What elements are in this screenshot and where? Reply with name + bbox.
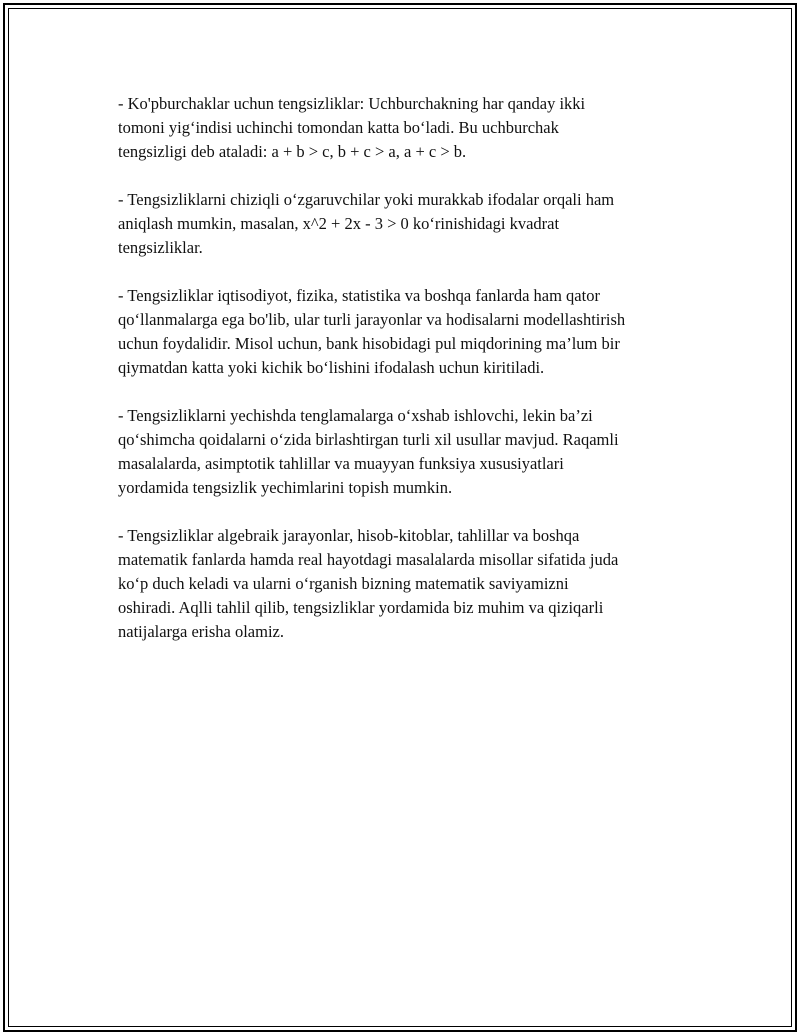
document-body (118, 92, 698, 668)
text-line: uchun foydalidir. Misol uchun, bank hisobidagi pul miqdorining ma’lum bir (118, 334, 620, 353)
text-line: natijalarga erisha olamiz. (118, 622, 284, 641)
text-line: - Tengsizliklarni chiziqli o‘zgaruvchilar yoki murakkab ifodalar orqali ham (118, 190, 615, 209)
text-line: tengsizliklar. (118, 238, 203, 257)
paragraph-nonlinear-inequalities (118, 188, 698, 260)
text-line: ko‘p duch keladi va ularni o‘rganish bizning matematik saviyamizni (118, 574, 569, 593)
text-line: matematik fanlarda hamda real hayotdagi masalalarda misollar sifatida juda (118, 550, 619, 569)
text-line: tengsizligi deb ataladi: a + b > c, b + c > a, a + c > b. (118, 142, 467, 161)
text-line: yordamida tengsizlik yechimlarini topish mumkin. (118, 478, 453, 497)
text-line: tomoni yig‘indisi uchinchi tomondan katta bo‘ladi. Bu uchburchak (118, 118, 559, 137)
text-line: - Tengsizliklar algebraik jarayonlar, hisob-kitoblar, tahlillar va boshqa (118, 526, 580, 545)
text-line: - Tengsizliklarni yechishda tenglamalarga o‘xshab ishlovchi, lekin ba’zi (118, 406, 593, 425)
text-line: qo‘shimcha qoidalarni o‘zida birlashtirgan turli xil usullar mavjud. Raqamli (118, 430, 619, 449)
text-line: aniqlash mumkin, masalan, x^2 + 2x - 3 > 0 ko‘rinishidagi kvadrat (118, 214, 560, 233)
text-line: masalalarda, asimptotik tahlillar va muayyan funksiya xususiyatlari (118, 454, 564, 473)
paragraph-solving-methods (118, 404, 698, 500)
text-line: - Ko'pburchaklar uchun tengsizliklar: Uchburchakning har qanday ikki (118, 94, 586, 113)
text-line: oshiradi. Aqlli tahlil qilib, tengsizliklar yordamida biz muhim va qiziqarli (118, 598, 604, 617)
text-line: - Tengsizliklar iqtisodiyot, fizika, statistika va boshqa fanlarda ham qator (118, 286, 600, 305)
text-line: qiymatdan katta yoki kichik bo‘lishini ifodalash uchun kiritiladi. (118, 358, 545, 377)
paragraph-conclusion (118, 524, 698, 644)
paragraph-polygon-inequalities (118, 92, 698, 164)
text-line: qo‘llanmalarga ega bo'lib, ular turli jarayonlar va hodisalarni modellashtirish (118, 310, 626, 329)
paragraph-applications (118, 284, 698, 380)
